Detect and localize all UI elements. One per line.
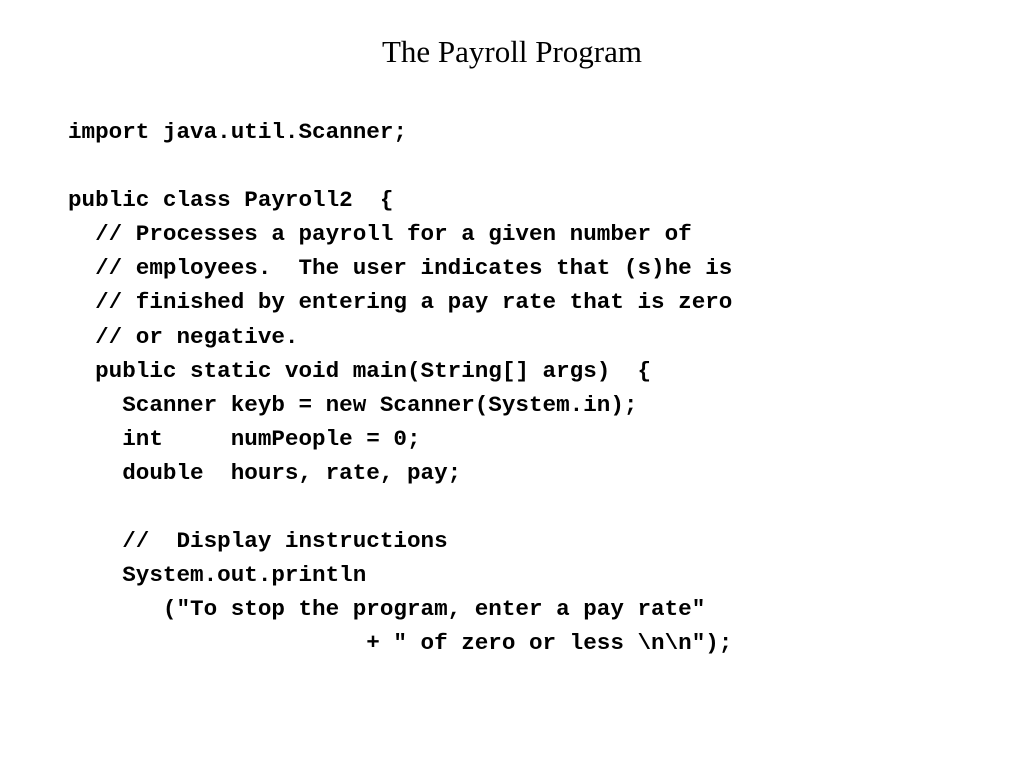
code-line: public class Payroll2 { [68, 187, 394, 214]
code-line: int numPeople = 0; [68, 425, 421, 452]
code-line: // employees. The user indicates that (s)he is [68, 255, 733, 282]
code-line: import java.util.Scanner; [68, 119, 407, 145]
code-line: double hours, rate, pay; [68, 459, 462, 486]
code-line: // Display instructions [68, 528, 448, 555]
code-line [68, 490, 732, 524]
code-line: System.out.println [68, 562, 367, 589]
code-line: // finished by entering a pay rate that is zero [68, 289, 733, 316]
code-block [68, 115, 732, 661]
code-line: // or negative. [68, 323, 299, 350]
code-line: ("To stop the program, enter a pay rate" [68, 596, 706, 623]
code-line: public static void main(String[] args) { [68, 357, 652, 384]
code-line [68, 149, 732, 183]
code-line: // Processes a payroll for a given number of [68, 221, 692, 248]
slide-title: The Payroll Program [381, 34, 642, 69]
code-line: Scanner keyb = new Scanner(System.in); [68, 391, 638, 418]
code-line: + " of zero or less \n\n"); [68, 630, 733, 657]
